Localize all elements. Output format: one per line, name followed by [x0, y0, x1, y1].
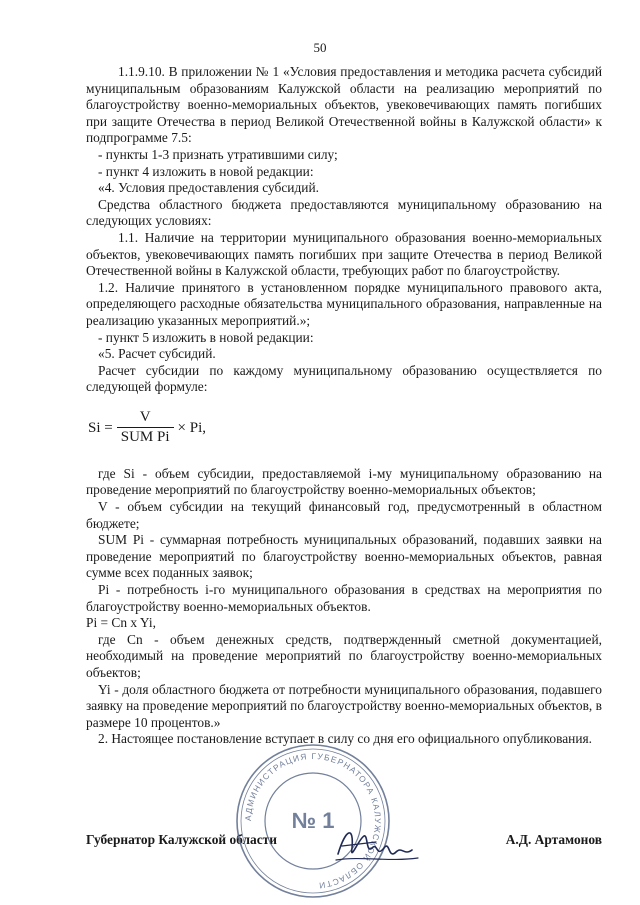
formula-si-denominator: SUM Pi	[117, 427, 174, 446]
formula-si-lhs: Si =	[88, 419, 113, 436]
paragraph-condition-1-2: 1.2. Наличие принятого в установленном порядке муниципального правового акта, определяющего расходные обязательства муниципального образования, направленные на реализацию указанных мероприятий.»;	[86, 279, 602, 328]
paragraph-calculation-intro: Расчет субсидии по каждому муниципальному образованию осуществляется по следующей формуле:	[86, 362, 602, 395]
paragraph-def-yi: Yi - доля областного бюджета от потребности муниципального образования, подавшего заявку на проведение мероприятий по благоустройству военно-мемориальных объектов, в размере 10 процентов.»	[86, 681, 602, 730]
seal-outer-ring	[237, 745, 389, 897]
paragraph-def-cn: где Cn - объем денежных средств, подтвержденный сметной документацией, необходимый на проведение мероприятий по благоустройству военно-мемориальных объектов;	[86, 631, 602, 680]
document-body	[86, 64, 602, 748]
seal-inner-ring	[265, 773, 361, 869]
formula-pi: Pi = Cn x Yi,	[86, 615, 156, 631]
formula-si-numerator: V	[139, 409, 151, 426]
seal-middle-ring	[241, 749, 385, 893]
signatory-position: Губернатор Калужской области	[86, 832, 277, 847]
paragraph-calculation-heading: «5. Расчет субсидий.	[98, 346, 216, 362]
formula-si-rhs: × Pi,	[177, 419, 206, 436]
paragraph-def-v: V - объем субсидии на текущий финансовый год, предусмотренный в областном бюджете;	[86, 499, 602, 531]
page-number: 50	[313, 40, 327, 55]
paragraph-1-1-9-10: 1.1.9.10. В приложении № 1 «Условия предоставления и методика расчета субсидий муниципальным образованиям Калужской области на реализацию мероприятий по благоустройству военно-мемориальных объектов, увековечивающих память погибших при защите Отечества в период Великой Отечественной войны в Калужской области» к подпрограмме 7.5:	[86, 64, 602, 146]
paragraph-def-pi: Pi - потребность i-го муниципального образования в средствах на мероприятия по благоустройству военно-мемориальных объектов.	[86, 582, 602, 614]
seal-ring-textpath: АДМИНИСТРАЦИЯ ГУБЕРНАТОРА КАЛУЖСКОЙ ОБЛАСТИ	[242, 750, 384, 891]
paragraph-condition-1-1: 1.1. Наличие на территории муниципального образования военно-мемориальных объектов, увековечивающих память погибших при защите Отечества в период Великой Отечественной войны в Калужской области, требующих работ по благоустройству.	[86, 229, 602, 279]
paragraph-conditions-heading: «4. Условия предоставления субсидий.	[98, 180, 319, 196]
formula-si	[88, 402, 602, 454]
seal-ring-text	[243, 751, 383, 891]
paragraph-effective: 2. Настоящее постановление вступает в силу со дня его официального опубликования.	[98, 731, 592, 747]
official-seal-stamp	[232, 740, 394, 902]
seal-center-number: № 1	[291, 808, 335, 833]
paragraph-conditions-intro: Средства областного бюджета предоставляются муниципальному образованию на следующих условиях:	[86, 196, 602, 229]
signature-line	[86, 832, 602, 848]
paragraph-def-sum-pi: SUM Pi - суммарная потребность муниципальных образований, подавших заявки на проведение мероприятий по благоустройству военно-мемориальных объектов, равная сумме всех поданных заявок;	[86, 532, 602, 581]
paragraph-def-si: где Si - объем субсидии, предоставляемой i-му муниципальному образованию на проведение мероприятий по благоустройству военно-мемориальных объектов;	[86, 465, 602, 498]
paragraph-item-4: - пункт 4 изложить в новой редакции:	[98, 163, 314, 179]
paragraph-item-5: - пункт 5 изложить в новой редакции:	[98, 329, 314, 345]
signatory-name: А.Д. Артамонов	[505, 832, 602, 847]
paragraph-items-1-3: - пункты 1-3 признать утратившими силу;	[98, 146, 338, 162]
formula-si-fraction	[117, 409, 174, 446]
